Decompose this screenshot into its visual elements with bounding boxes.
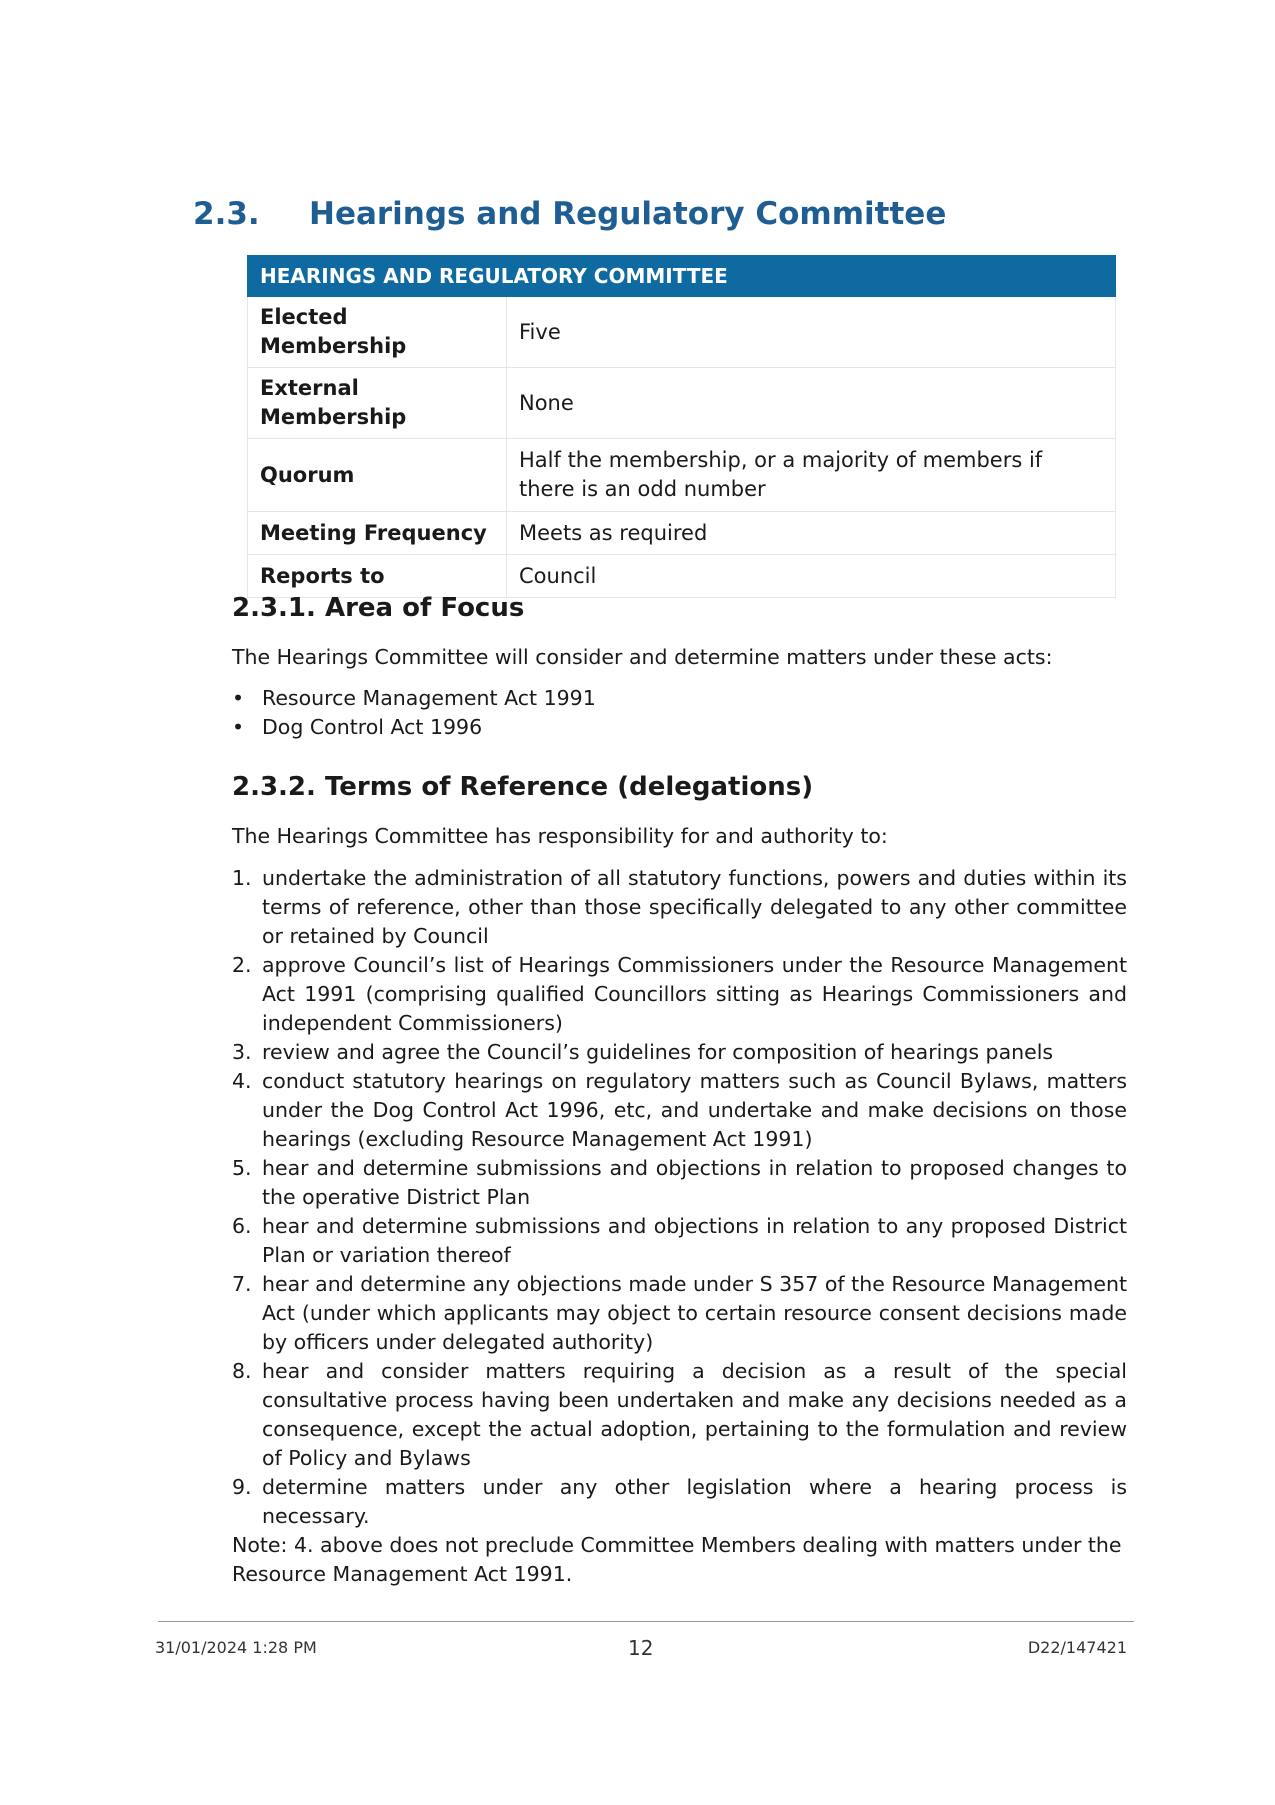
- row-label: External Membership: [248, 368, 507, 439]
- page-number: 12: [628, 1636, 654, 1660]
- row-label: Elected Membership: [248, 297, 507, 368]
- row-value: Half the membership, or a majority of members if there is an odd number: [507, 439, 1116, 512]
- table-row: [248, 297, 1116, 368]
- bullet-glyph: •: [232, 686, 245, 710]
- item-number: 5.: [232, 1156, 252, 1180]
- item-text: review and agree the Council’s guidelines for composition of hearings panels: [262, 1040, 1054, 1064]
- item-text: approve Council’s list of Hearings Commissioners under the Resource Management Act 1991 (comprising qualified Councillors sitting as Hearings Commissioners and independent Commissioners): [262, 953, 1127, 1035]
- terms-of-reference-heading: 2.3.2. Terms of Reference (delegations): [232, 772, 814, 802]
- item-number: 3.: [232, 1040, 252, 1064]
- list-item-text: Dog Control Act 1996: [262, 715, 483, 739]
- section-title: Hearings and Regulatory Committee: [309, 196, 947, 232]
- list-item: [232, 1357, 1127, 1473]
- item-text: hear and determine submissions and objections in relation to any proposed District Plan or variation thereof: [262, 1214, 1127, 1267]
- section-number: 2.3.: [193, 196, 260, 232]
- footer-divider: [158, 1621, 1134, 1622]
- item-number: 7.: [232, 1272, 252, 1296]
- item-number: 2.: [232, 953, 252, 977]
- item-text: conduct statutory hearings on regulatory matters such as Council Bylaws, matters under the Dog Control Act 1996, etc, and undertake and make decisions on those hearings (excluding Resource Management Act 1991): [262, 1069, 1127, 1151]
- row-value: Council: [507, 555, 1116, 598]
- bullet-glyph: •: [232, 715, 245, 739]
- row-value: None: [507, 368, 1116, 439]
- list-item: [232, 684, 596, 713]
- item-number: 4.: [232, 1069, 252, 1093]
- row-value: Meets as required: [507, 512, 1116, 555]
- item-text: determine matters under any other legislation where a hearing process is necessary.: [262, 1475, 1127, 1528]
- list-item: [232, 864, 1127, 951]
- item-text: hear and determine any objections made under S 357 of the Resource Management Act (under which applicants may object to certain resource consent decisions made by officers under delegated authority): [262, 1272, 1127, 1354]
- table-row: [248, 555, 1116, 598]
- table-row: [248, 512, 1116, 555]
- area-of-focus-heading: 2.3.1. Area of Focus: [232, 593, 525, 623]
- item-number: 9.: [232, 1475, 252, 1499]
- list-item: [232, 1212, 1127, 1270]
- document-reference: D22/147421: [1027, 1638, 1127, 1657]
- table-row: [248, 368, 1116, 439]
- row-label: Meeting Frequency: [248, 512, 507, 555]
- row-value: Five: [507, 297, 1116, 368]
- item-text: hear and consider matters requiring a decision as a result of the special consultative process having been undertaken and make any decisions needed as a consequence, except the actual adoption, pertaining to the formulation and review of Policy and Bylaws: [262, 1359, 1127, 1470]
- list-item-text: Resource Management Act 1991: [262, 686, 596, 710]
- row-label: Quorum: [248, 439, 507, 512]
- list-item: [232, 1154, 1127, 1212]
- table-row: [248, 439, 1116, 512]
- item-number: 8.: [232, 1359, 252, 1383]
- list-item: [232, 1038, 1127, 1067]
- item-number: 6.: [232, 1214, 252, 1238]
- list-item: [232, 1270, 1127, 1357]
- list-item: [232, 713, 596, 742]
- list-item: [232, 951, 1127, 1038]
- committee-info-table: [247, 255, 1116, 598]
- item-number: 1.: [232, 866, 252, 890]
- list-item: [232, 1473, 1127, 1531]
- note-paragraph: Note: 4. above does not preclude Committee Members dealing with matters under the Resource Management Act 1991.: [232, 1533, 1122, 1586]
- item-text: hear and determine submissions and objections in relation to proposed changes to the operative District Plan: [262, 1156, 1127, 1209]
- item-text: undertake the administration of all statutory functions, powers and duties within its terms of reference, other than those specifically delegated to any other committee or retained by Council: [262, 866, 1127, 948]
- terms-of-reference-intro: The Hearings Committee has responsibility for and authority to:: [232, 824, 888, 848]
- section-heading: [193, 196, 946, 232]
- footer-date: 31/01/2024 1:28 PM: [155, 1638, 317, 1657]
- list-item: [232, 1067, 1127, 1154]
- acts-list: [232, 684, 596, 742]
- delegations-list: [232, 864, 1127, 1531]
- table-header: HEARINGS AND REGULATORY COMMITTEE: [248, 256, 1116, 297]
- row-label: Reports to: [248, 555, 507, 598]
- area-of-focus-intro: The Hearings Committee will consider and determine matters under these acts:: [232, 645, 1053, 669]
